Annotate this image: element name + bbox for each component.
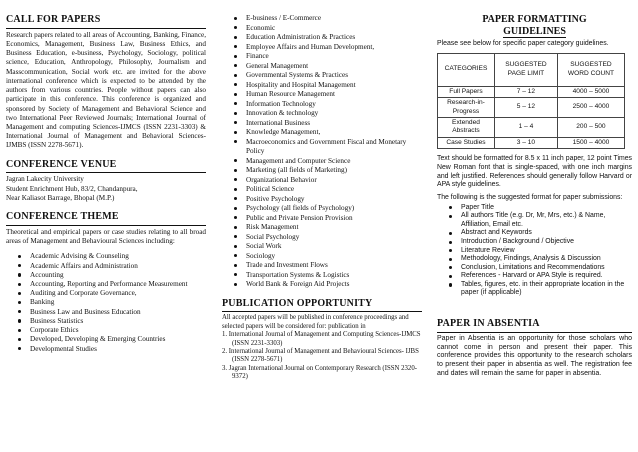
list-item: Political Science <box>246 185 422 195</box>
list-item: All authors Title (e.g. Dr, Mr, Mrs, etc.) & Name, Affiliation, Email etc. <box>461 212 632 229</box>
table-cell: 200 – 500 <box>557 118 624 138</box>
list-item: Conclusion, Limitations and Recommendations <box>461 264 632 273</box>
list-item: Developed, Developing & Emerging Countries <box>30 335 206 344</box>
list-item: Hospitality and Hospital Management <box>246 81 422 91</box>
theme-body: Theoretical and empirical papers or case studies relating to all broad areas of Management and Behavioural Sciences including: <box>6 227 206 246</box>
list-item: 1. International Journal of Management and Computing Sciences-IJMCS (ISSN 2231-3303) <box>222 331 421 347</box>
list-item: 3. Jagran International Journal on Contemporary Research (ISSN 2320-9372) <box>222 364 417 381</box>
list-item: Psychology (all fields of Psychology) <box>246 204 422 214</box>
table-row <box>438 86 625 97</box>
table-header: SUGGESTED PAGE LIMIT <box>494 53 557 86</box>
absentia-body: Paper in Absentia is an opportunity for those scholars who cannot come in person and present their paper. This conference provides this opportunity to the research scholars to present their paper in absentia as well. The registration fee and dates will remain the same for paper in absentia. <box>437 334 632 377</box>
list-item: Trade and Investment Flows <box>246 261 422 271</box>
absentia-section <box>437 318 632 379</box>
list-item: Finance <box>246 52 422 62</box>
publication-section <box>222 298 422 382</box>
list-item: 2. International Journal of Management and Behavioural Sciences- IJBS (ISSN 2278-5671) <box>222 347 419 364</box>
table-cell: 5 – 12 <box>494 98 557 118</box>
list-item: Employee Affairs and Human Development, <box>246 43 422 53</box>
list-item: Literature Review <box>461 247 632 256</box>
table-cell: Case Studies <box>438 137 495 148</box>
list-item: Business Statistics <box>30 317 206 326</box>
call-for-papers-heading: CALL FOR PAPERS <box>6 14 206 29</box>
formatting-heading-line1: PAPER FORMATTING <box>482 14 587 25</box>
formatting-heading <box>437 14 632 38</box>
theme-list <box>6 252 206 353</box>
list-item: Education Administration & Practices <box>246 33 422 43</box>
list-item: World Bank & Foreign Aid Projects <box>246 280 422 290</box>
table-cell: Extended Abstracts <box>438 118 495 138</box>
table-cell: 1 – 4 <box>494 118 557 138</box>
list-item: Governmental Systems & Practices <box>246 71 422 81</box>
column-middle <box>222 0 422 452</box>
list-item: Sociology <box>246 252 422 262</box>
table-cell: 3 – 10 <box>494 137 557 148</box>
theme-section <box>6 211 206 354</box>
list-item: Management and Computer Science <box>246 157 422 167</box>
list-item: Accounting <box>30 271 206 280</box>
table-row <box>438 118 625 138</box>
list-item: Public and Private Pension Provision <box>246 214 422 224</box>
list-item: Business Law and Business Education <box>30 308 206 317</box>
list-item: Positive Psychology <box>246 195 422 205</box>
formatting-format-intro: The following is the suggested format for paper submissions: <box>437 194 623 202</box>
theme-heading: CONFERENCE THEME <box>6 211 206 226</box>
venue-heading: CONFERENCE VENUE <box>6 159 206 174</box>
list-item: Transportation Systems & Logistics <box>246 271 422 281</box>
venue-section <box>6 159 206 203</box>
table-row <box>438 98 625 118</box>
list-item: Knowledge Management, <box>246 128 422 138</box>
list-item: Auditing and Corporate Governance, <box>30 289 206 298</box>
list-item: Banking <box>30 298 206 307</box>
list-item: Macroeconomics and Government Fiscal and Monetary Policy <box>246 138 422 157</box>
formatting-text-note: Text should be formatted for 8.5 x 11 inch paper, 12 point Times New Roman font that is single-spaced, with one inch margins and left justified. References should generally follow Harvard or APA style guidelines. <box>437 155 632 189</box>
list-item: Corporate Ethics <box>30 326 206 335</box>
list-item: Introduction / Background / Objective <box>461 238 632 247</box>
list-item: Marketing (all fields of Marketing) <box>246 166 422 176</box>
call-for-papers-body: Research papers related to all areas of Accounting, Banking, Finance, Economics, Management, Business Law, Business Ethics, and Business Education, e-business, Psychology, Sociology, political science, Education, Anthropology, Philosophy, Journalism and Masscommunication, Social work etc. are invited for the above international conference which is expected to be attended by the authors from various countries. People without papers can also participate in this conference. This conference is organized and sponsored by Society of Management and Behavioral Science and two International Peer Reviewed Journals; International Journal of Management and computing Sciences-IJMCS (ISSN 2231-3303) & International Journal of Management and Behavioral Sciences- IJMBS (ISSN 2278-5671). <box>6 30 206 150</box>
formatting-section <box>437 14 632 298</box>
list-item: Innovation & technology <box>246 109 422 119</box>
topics-list <box>222 14 422 290</box>
column-left <box>6 0 206 452</box>
column-right <box>437 0 632 452</box>
table-header: CATEGORIES <box>438 53 495 86</box>
table-cell: Research-in-Progress <box>438 98 495 118</box>
list-item: Accounting, Reporting and Performance Measurement <box>30 280 206 289</box>
formatting-intro: Please see below for specific paper category guidelines. <box>437 40 609 47</box>
formatting-heading-line2: GUIDELINES <box>503 26 566 37</box>
table-cell: 1500 – 4000 <box>557 137 624 148</box>
list-item: Methodology, Findings, Analysis & Discussion <box>461 255 632 264</box>
list-item: Abstract and Keywords <box>461 229 632 238</box>
list-item: International Business <box>246 119 422 129</box>
venue-line: Student Enrichment Hub, 83/2, Chandanpura, <box>6 184 138 193</box>
table-header: SUGGESTED WORD COUNT <box>557 53 624 86</box>
venue-line: Near Kaliasot Barrage, Bhopal (M.P.) <box>6 193 115 202</box>
publication-intro: All accepted papers will be published in conference proceedings and selected papers will be considered for: publication in <box>222 314 409 330</box>
venue-line: Jagran Lakecity University <box>6 175 84 184</box>
call-for-papers-section <box>6 14 206 151</box>
table-header-row <box>438 53 625 86</box>
list-item: Academic Affairs and Administration <box>30 262 206 271</box>
table-row <box>438 137 625 148</box>
list-item: Organizational Behavior <box>246 176 422 186</box>
list-item: Paper Title <box>461 204 632 213</box>
absentia-heading: PAPER IN ABSENTIA <box>437 318 632 333</box>
table-cell: 4000 – 5000 <box>557 86 624 97</box>
category-table <box>437 53 625 150</box>
list-item: Academic Advising & Counseling <box>30 252 206 261</box>
publication-list <box>222 331 422 382</box>
list-item: Risk Management <box>246 223 422 233</box>
list-item: Information Technology <box>246 100 422 110</box>
list-item: Tables, figures, etc. in their appropriate location in the paper (if applicable) <box>461 281 632 298</box>
table-cell: Full Papers <box>438 86 495 97</box>
list-item: Economic <box>246 24 422 34</box>
table-cell: 2500 – 4000 <box>557 98 624 118</box>
publication-heading: PUBLICATION OPPORTUNITY <box>222 298 422 313</box>
format-list <box>437 204 632 298</box>
list-item: Social Work <box>246 242 422 252</box>
list-item: General Management <box>246 62 422 72</box>
list-item: References - Harvard or APA Style is required. <box>461 272 632 281</box>
list-item: Developmental Studies <box>30 345 206 354</box>
list-item: Social Psychology <box>246 233 422 243</box>
table-cell: 7 – 12 <box>494 86 557 97</box>
list-item: E-business / E-Commerce <box>246 14 422 24</box>
list-item: Human Resource Management <box>246 90 422 100</box>
